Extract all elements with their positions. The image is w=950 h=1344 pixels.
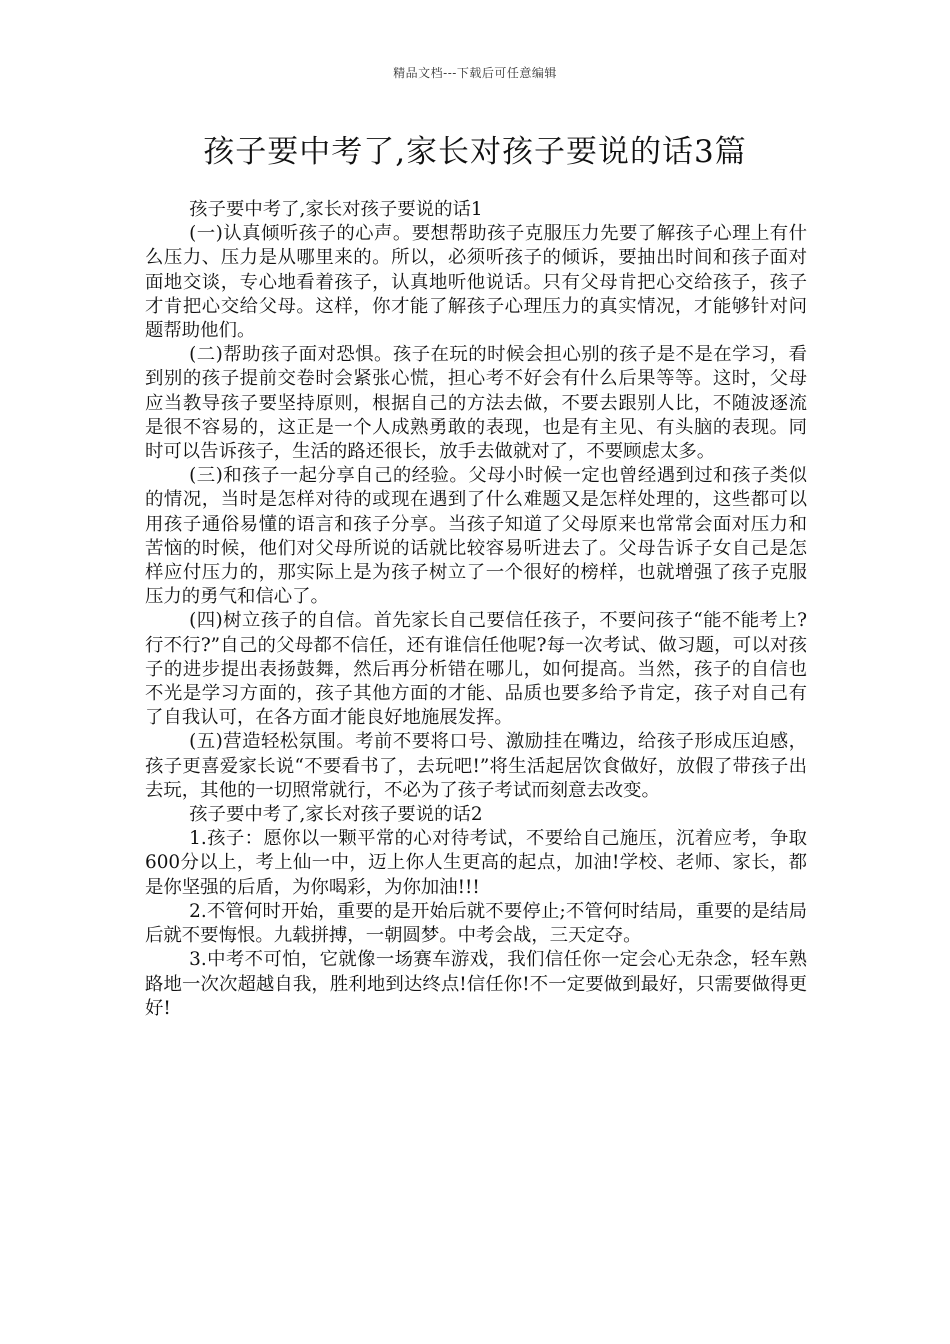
document-title: 孩子要中考了,家长对孩子要说的话3篇 [203, 134, 747, 170]
paragraph-experience: (三)和孩子一起分享自己的经验。父母小时候一定也曾经遇到过和孩子类似的情况，当时是怎样对待的或现在遇到了什么难题又是怎样处理的，这些都可以用孩子通俗易懂的语言和孩子分享。当孩子知道了父母原来也常常会面对压力和苦恼的时候，他们对父母所说的话就比较容易听进去了。父母告诉子女自己是怎样应付压力的，那实际上是为孩子树立了一个很好的榜样，也就增强了孩子克服压力的勇气和信心了。 [145, 465, 807, 608]
paragraph-listen: (一)认真倾听孩子的心声。要想帮助孩子克服压力先要了解孩子心理上有什么压力、压力是从哪里来的。所以，必须听孩子的倾诉，要抽出时间和孩子面对面地交谈，专心地看着孩子，认真地听他说话。只有父母肯把心交给孩子，孩子才肯把心交给父母。这样，你才能了解孩子心理压力的真实情况，才能够针对问题帮助他们。 [145, 223, 807, 342]
document-body [145, 198, 807, 1021]
paragraph-item-1: 1.孩子：愿你以一颗平常的心对待考试，不要给自己施压，沉着应考，争取600分以上，考上仙一中，迈上你人生更高的起点，加油!学校、老师、家长，都是你坚强的后盾，为你喝彩，为你加油!!! [145, 828, 807, 898]
paragraph-item-3: 3.中考不可怕，它就像一场赛车游戏，我们信任你一定会心无杂念，轻车熟路地一次次超越自我，胜利地到达终点!信任你!不一定要做到最好，只需要做得更好! [145, 949, 807, 1019]
section-heading-2: 孩子要中考了,家长对孩子要说的话2 [189, 804, 483, 826]
paragraph-confidence: (四)树立孩子的自信。首先家长自己要信任孩子，不要问孩子“能不能考上?行不行?”自己的父母都不信任，还有谁信任他呢?每一次考试、做习题，可以对孩子的进步提出表扬鼓舞，然后再分析错在哪儿，如何提高。当然，孩子的自信也不光是学习方面的，孩子其他方面的才能、品质也要多给予肯定，孩子对自己有了自我认可，在各方面才能良好地施展发挥。 [145, 610, 807, 729]
paragraph-item-2: 2.不管何时开始，重要的是开始后就不要停止;不管何时结局，重要的是结局后就不要悔恨。九载拼搏，一朝圆梦。中考会战，三天定夺。 [145, 900, 807, 947]
page-header: 精品文档---下载后可任意编辑 [393, 66, 557, 80]
section-heading-1: 孩子要中考了,家长对孩子要说的话1 [189, 199, 483, 220]
paragraph-fear: (二)帮助孩子面对恐惧。孩子在玩的时候会担心别的孩子是不是在学习，看到别的孩子提前交卷时会紧张心慌，担心考不好会有什么后果等等。这时，父母应当教导孩子要坚持原则，根据自己的方法去做，不要去跟别人比，不随波逐流是很不容易的，这正是一个人成熟勇敢的表现，也是有主见、有头脑的表现。同时可以告诉孩子，生活的路还很长，放手去做就对了，不要顾虑太多。 [145, 344, 807, 463]
paragraph-atmosphere: (五)营造轻松氛围。考前不要将口号、激励挂在嘴边，给孩子形成压迫感，孩子更喜爱家长说“不要看书了，去玩吧!”将生活起居饮食做好，放假了带孩子出去玩，其他的一切照常就行，不必为了孩子考试而刻意去改变。 [145, 731, 807, 801]
